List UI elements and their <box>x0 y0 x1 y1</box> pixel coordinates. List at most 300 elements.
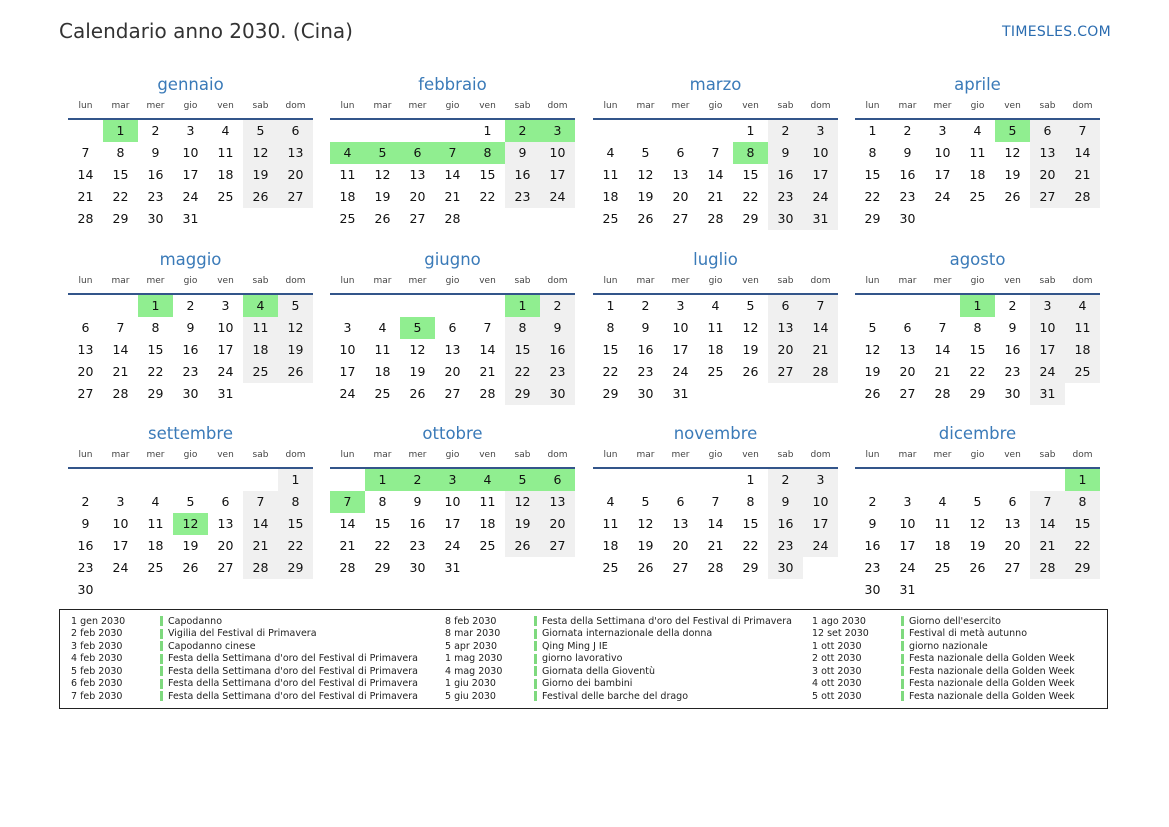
day-cell[interactable]: 21 <box>934 364 951 379</box>
day-cell[interactable]: 27 <box>217 560 234 575</box>
day-cell[interactable]: 6 <box>221 494 230 509</box>
holiday-day-cell[interactable]: 4 <box>243 295 278 317</box>
day-cell[interactable]: 18 <box>969 167 986 182</box>
day-cell[interactable]: 29 <box>602 386 619 401</box>
day-cell[interactable]: 22 <box>864 189 881 204</box>
day-cell[interactable]: 2 <box>540 295 575 317</box>
day-cell[interactable]: 29 <box>742 560 759 575</box>
day-cell[interactable]: 17 <box>182 167 199 182</box>
day-cell[interactable]: 15 <box>1065 513 1100 535</box>
day-cell[interactable]: 12 <box>505 491 540 513</box>
day-cell[interactable]: 20 <box>899 364 916 379</box>
day-cell[interactable]: 22 <box>112 189 129 204</box>
day-cell[interactable]: 25 <box>243 361 278 383</box>
day-cell[interactable]: 25 <box>339 211 356 226</box>
day-cell[interactable]: 13 <box>217 516 234 531</box>
day-cell[interactable]: 24 <box>899 560 916 575</box>
day-cell[interactable]: 6 <box>448 320 457 335</box>
day-cell[interactable]: 27 <box>409 211 426 226</box>
day-cell[interactable]: 15 <box>374 516 391 531</box>
day-cell[interactable]: 18 <box>374 364 391 379</box>
day-cell[interactable]: 18 <box>602 189 619 204</box>
day-cell[interactable]: 3 <box>803 469 838 491</box>
day-cell[interactable]: 4 <box>151 494 160 509</box>
day-cell[interactable]: 9 <box>540 317 575 339</box>
day-cell[interactable]: 5 <box>278 295 313 317</box>
day-cell[interactable]: 23 <box>505 186 540 208</box>
day-cell[interactable]: 26 <box>969 560 986 575</box>
day-cell[interactable]: 14 <box>934 342 951 357</box>
holiday-day-cell[interactable]: 5 <box>365 142 400 164</box>
day-cell[interactable]: 9 <box>868 516 877 531</box>
day-cell[interactable]: 10 <box>540 142 575 164</box>
day-cell[interactable]: 26 <box>742 364 759 379</box>
holiday-day-cell[interactable]: 5 <box>995 120 1030 142</box>
day-cell[interactable]: 12 <box>1004 145 1021 160</box>
day-cell[interactable]: 2 <box>1008 298 1017 313</box>
day-cell[interactable]: 19 <box>742 342 759 357</box>
day-cell[interactable]: 25 <box>602 211 619 226</box>
day-cell[interactable]: 16 <box>540 339 575 361</box>
day-cell[interactable]: 20 <box>672 189 689 204</box>
day-cell[interactable]: 19 <box>409 364 426 379</box>
holiday-day-cell[interactable]: 7 <box>330 491 365 513</box>
day-cell[interactable]: 30 <box>540 383 575 405</box>
day-cell[interactable]: 16 <box>505 164 540 186</box>
day-cell[interactable]: 5 <box>973 494 982 509</box>
day-cell[interactable]: 24 <box>672 364 689 379</box>
day-cell[interactable]: 29 <box>969 386 986 401</box>
day-cell[interactable]: 7 <box>81 145 90 160</box>
day-cell[interactable]: 9 <box>641 320 650 335</box>
day-cell[interactable]: 4 <box>606 494 615 509</box>
day-cell[interactable]: 31 <box>1030 383 1065 405</box>
day-cell[interactable]: 19 <box>637 189 654 204</box>
holiday-day-cell[interactable]: 8 <box>470 142 505 164</box>
day-cell[interactable]: 18 <box>479 516 496 531</box>
day-cell[interactable]: 9 <box>186 320 195 335</box>
day-cell[interactable]: 8 <box>151 320 160 335</box>
day-cell[interactable]: 12 <box>409 342 426 357</box>
day-cell[interactable]: 1 <box>868 123 877 138</box>
day-cell[interactable]: 19 <box>374 189 391 204</box>
day-cell[interactable]: 24 <box>803 186 838 208</box>
day-cell[interactable]: 17 <box>540 164 575 186</box>
day-cell[interactable]: 2 <box>868 494 877 509</box>
day-cell[interactable]: 10 <box>803 142 838 164</box>
day-cell[interactable]: 5 <box>746 298 755 313</box>
day-cell[interactable]: 25 <box>934 560 951 575</box>
holiday-day-cell[interactable]: 6 <box>400 142 435 164</box>
day-cell[interactable]: 23 <box>768 535 803 557</box>
day-cell[interactable]: 11 <box>479 494 496 509</box>
day-cell[interactable]: 2 <box>186 298 195 313</box>
day-cell[interactable]: 15 <box>479 167 496 182</box>
day-cell[interactable]: 17 <box>934 167 951 182</box>
day-cell[interactable]: 10 <box>444 494 461 509</box>
day-cell[interactable]: 29 <box>864 211 881 226</box>
day-cell[interactable]: 25 <box>374 386 391 401</box>
day-cell[interactable]: 30 <box>1004 386 1021 401</box>
holiday-day-cell[interactable]: 3 <box>540 120 575 142</box>
day-cell[interactable]: 10 <box>1030 317 1065 339</box>
day-cell[interactable]: 1 <box>278 469 313 491</box>
holiday-day-cell[interactable]: 1 <box>365 469 400 491</box>
day-cell[interactable]: 14 <box>339 516 356 531</box>
day-cell[interactable]: 4 <box>378 320 387 335</box>
day-cell[interactable]: 24 <box>444 538 461 553</box>
day-cell[interactable]: 24 <box>112 560 129 575</box>
day-cell[interactable]: 24 <box>803 535 838 557</box>
day-cell[interactable]: 13 <box>1004 516 1021 531</box>
day-cell[interactable]: 23 <box>864 560 881 575</box>
day-cell[interactable]: 10 <box>803 491 838 513</box>
day-cell[interactable]: 2 <box>768 469 803 491</box>
day-cell[interactable]: 24 <box>934 189 951 204</box>
day-cell[interactable]: 16 <box>77 538 94 553</box>
day-cell[interactable]: 13 <box>409 167 426 182</box>
day-cell[interactable]: 3 <box>938 123 947 138</box>
day-cell[interactable]: 17 <box>1030 339 1065 361</box>
day-cell[interactable]: 26 <box>409 386 426 401</box>
day-cell[interactable]: 6 <box>1030 120 1065 142</box>
day-cell[interactable]: 1 <box>746 123 755 138</box>
day-cell[interactable]: 8 <box>505 317 540 339</box>
day-cell[interactable]: 24 <box>339 386 356 401</box>
day-cell[interactable]: 23 <box>899 189 916 204</box>
day-cell[interactable]: 17 <box>339 364 356 379</box>
day-cell[interactable]: 15 <box>147 342 164 357</box>
day-cell[interactable]: 26 <box>243 186 278 208</box>
day-cell[interactable]: 14 <box>243 513 278 535</box>
day-cell[interactable]: 22 <box>479 189 496 204</box>
day-cell[interactable]: 23 <box>637 364 654 379</box>
day-cell[interactable]: 10 <box>934 145 951 160</box>
day-cell[interactable]: 21 <box>339 538 356 553</box>
day-cell[interactable]: 20 <box>77 364 94 379</box>
day-cell[interactable]: 3 <box>903 494 912 509</box>
day-cell[interactable]: 31 <box>803 208 838 230</box>
day-cell[interactable]: 4 <box>711 298 720 313</box>
day-cell[interactable]: 13 <box>672 167 689 182</box>
day-cell[interactable]: 23 <box>77 560 94 575</box>
day-cell[interactable]: 22 <box>278 535 313 557</box>
day-cell[interactable]: 7 <box>116 320 125 335</box>
day-cell[interactable]: 19 <box>637 538 654 553</box>
day-cell[interactable]: 16 <box>182 342 199 357</box>
day-cell[interactable]: 11 <box>147 516 164 531</box>
day-cell[interactable]: 2 <box>641 298 650 313</box>
day-cell[interactable]: 3 <box>1030 295 1065 317</box>
day-cell[interactable]: 17 <box>112 538 129 553</box>
day-cell[interactable]: 28 <box>339 560 356 575</box>
day-cell[interactable]: 19 <box>278 339 313 361</box>
holiday-day-cell[interactable]: 1 <box>960 295 995 317</box>
day-cell[interactable]: 6 <box>676 145 685 160</box>
day-cell[interactable]: 4 <box>221 123 230 138</box>
day-cell[interactable]: 31 <box>672 386 689 401</box>
day-cell[interactable]: 27 <box>77 386 94 401</box>
day-cell[interactable]: 22 <box>969 364 986 379</box>
day-cell[interactable]: 10 <box>672 320 689 335</box>
day-cell[interactable]: 3 <box>186 123 195 138</box>
day-cell[interactable]: 24 <box>1030 361 1065 383</box>
day-cell[interactable]: 25 <box>1065 361 1100 383</box>
day-cell[interactable]: 21 <box>112 364 129 379</box>
day-cell[interactable]: 13 <box>899 342 916 357</box>
day-cell[interactable]: 9 <box>1008 320 1017 335</box>
day-cell[interactable]: 8 <box>378 494 387 509</box>
holiday-day-cell[interactable]: 7 <box>435 142 470 164</box>
day-cell[interactable]: 15 <box>505 339 540 361</box>
day-cell[interactable]: 30 <box>77 582 94 597</box>
day-cell[interactable]: 30 <box>182 386 199 401</box>
day-cell[interactable]: 15 <box>112 167 129 182</box>
day-cell[interactable]: 13 <box>540 491 575 513</box>
day-cell[interactable]: 3 <box>343 320 352 335</box>
day-cell[interactable]: 20 <box>444 364 461 379</box>
day-cell[interactable]: 10 <box>339 342 356 357</box>
day-cell[interactable]: 16 <box>768 513 803 535</box>
day-cell[interactable]: 31 <box>899 582 916 597</box>
day-cell[interactable]: 12 <box>969 516 986 531</box>
day-cell[interactable]: 19 <box>182 538 199 553</box>
day-cell[interactable]: 26 <box>637 560 654 575</box>
day-cell[interactable]: 25 <box>479 538 496 553</box>
day-cell[interactable]: 19 <box>864 364 881 379</box>
day-cell[interactable]: 8 <box>278 491 313 513</box>
day-cell[interactable]: 12 <box>374 167 391 182</box>
day-cell[interactable]: 16 <box>864 538 881 553</box>
day-cell[interactable]: 26 <box>182 560 199 575</box>
day-cell[interactable]: 21 <box>707 189 724 204</box>
day-cell[interactable]: 18 <box>707 342 724 357</box>
holiday-day-cell[interactable]: 1 <box>138 295 173 317</box>
day-cell[interactable]: 20 <box>217 538 234 553</box>
brand-link[interactable]: TIMESLES.COM <box>1002 24 1111 40</box>
day-cell[interactable]: 29 <box>742 211 759 226</box>
day-cell[interactable]: 12 <box>278 317 313 339</box>
day-cell[interactable]: 3 <box>803 120 838 142</box>
day-cell[interactable]: 31 <box>182 211 199 226</box>
day-cell[interactable]: 14 <box>1065 142 1100 164</box>
day-cell[interactable]: 3 <box>676 298 685 313</box>
day-cell[interactable]: 6 <box>676 494 685 509</box>
day-cell[interactable]: 18 <box>217 167 234 182</box>
day-cell[interactable]: 23 <box>540 361 575 383</box>
day-cell[interactable]: 27 <box>444 386 461 401</box>
day-cell[interactable]: 26 <box>505 535 540 557</box>
day-cell[interactable]: 25 <box>969 189 986 204</box>
day-cell[interactable]: 14 <box>1030 513 1065 535</box>
day-cell[interactable]: 28 <box>707 211 724 226</box>
day-cell[interactable]: 19 <box>505 513 540 535</box>
day-cell[interactable]: 8 <box>1065 491 1100 513</box>
day-cell[interactable]: 17 <box>803 513 838 535</box>
day-cell[interactable]: 9 <box>903 145 912 160</box>
day-cell[interactable]: 28 <box>444 211 461 226</box>
holiday-day-cell[interactable]: 5 <box>400 317 435 339</box>
day-cell[interactable]: 21 <box>444 189 461 204</box>
day-cell[interactable]: 17 <box>444 516 461 531</box>
day-cell[interactable]: 7 <box>243 491 278 513</box>
day-cell[interactable]: 5 <box>641 494 650 509</box>
day-cell[interactable]: 2 <box>768 120 803 142</box>
day-cell[interactable]: 12 <box>742 320 759 335</box>
day-cell[interactable]: 10 <box>182 145 199 160</box>
day-cell[interactable]: 9 <box>768 142 803 164</box>
day-cell[interactable]: 22 <box>374 538 391 553</box>
day-cell[interactable]: 19 <box>1004 167 1021 182</box>
day-cell[interactable]: 26 <box>1004 189 1021 204</box>
day-cell[interactable]: 28 <box>1065 186 1100 208</box>
day-cell[interactable]: 11 <box>969 145 986 160</box>
day-cell[interactable]: 20 <box>409 189 426 204</box>
day-cell[interactable]: 5 <box>186 494 195 509</box>
day-cell[interactable]: 8 <box>606 320 615 335</box>
day-cell[interactable]: 21 <box>479 364 496 379</box>
day-cell[interactable]: 27 <box>899 386 916 401</box>
day-cell[interactable]: 18 <box>339 189 356 204</box>
day-cell[interactable]: 26 <box>864 386 881 401</box>
day-cell[interactable]: 14 <box>444 167 461 182</box>
day-cell[interactable]: 24 <box>217 364 234 379</box>
day-cell[interactable]: 12 <box>243 142 278 164</box>
day-cell[interactable]: 4 <box>606 145 615 160</box>
day-cell[interactable]: 27 <box>540 535 575 557</box>
day-cell[interactable]: 28 <box>803 361 838 383</box>
day-cell[interactable]: 12 <box>864 342 881 357</box>
holiday-day-cell[interactable]: 1 <box>505 295 540 317</box>
day-cell[interactable]: 19 <box>969 538 986 553</box>
day-cell[interactable]: 14 <box>803 317 838 339</box>
day-cell[interactable]: 31 <box>444 560 461 575</box>
day-cell[interactable]: 9 <box>768 491 803 513</box>
day-cell[interactable]: 25 <box>602 560 619 575</box>
day-cell[interactable]: 4 <box>938 494 947 509</box>
day-cell[interactable]: 11 <box>374 342 391 357</box>
day-cell[interactable]: 23 <box>409 538 426 553</box>
day-cell[interactable]: 4 <box>1065 295 1100 317</box>
day-cell[interactable]: 17 <box>672 342 689 357</box>
day-cell[interactable]: 22 <box>742 538 759 553</box>
day-cell[interactable]: 11 <box>602 167 619 182</box>
day-cell[interactable]: 16 <box>768 164 803 186</box>
day-cell[interactable]: 11 <box>602 516 619 531</box>
day-cell[interactable]: 21 <box>803 339 838 361</box>
day-cell[interactable]: 15 <box>602 342 619 357</box>
day-cell[interactable]: 28 <box>934 386 951 401</box>
day-cell[interactable]: 21 <box>1065 164 1100 186</box>
day-cell[interactable]: 26 <box>374 211 391 226</box>
day-cell[interactable]: 25 <box>147 560 164 575</box>
day-cell[interactable]: 23 <box>147 189 164 204</box>
day-cell[interactable]: 19 <box>243 164 278 186</box>
day-cell[interactable]: 7 <box>1030 491 1065 513</box>
day-cell[interactable]: 12 <box>637 167 654 182</box>
day-cell[interactable]: 18 <box>602 538 619 553</box>
day-cell[interactable]: 9 <box>413 494 422 509</box>
day-cell[interactable]: 7 <box>938 320 947 335</box>
day-cell[interactable]: 15 <box>742 167 759 182</box>
day-cell[interactable]: 13 <box>278 142 313 164</box>
day-cell[interactable]: 31 <box>217 386 234 401</box>
day-cell[interactable]: 10 <box>112 516 129 531</box>
day-cell[interactable]: 5 <box>641 145 650 160</box>
day-cell[interactable]: 20 <box>1030 164 1065 186</box>
day-cell[interactable]: 6 <box>1008 494 1017 509</box>
day-cell[interactable]: 16 <box>1004 342 1021 357</box>
day-cell[interactable]: 30 <box>768 557 803 579</box>
day-cell[interactable]: 13 <box>444 342 461 357</box>
day-cell[interactable]: 14 <box>77 167 94 182</box>
day-cell[interactable]: 11 <box>217 145 234 160</box>
day-cell[interactable]: 27 <box>278 186 313 208</box>
day-cell[interactable]: 15 <box>742 516 759 531</box>
day-cell[interactable]: 18 <box>147 538 164 553</box>
day-cell[interactable]: 22 <box>1065 535 1100 557</box>
day-cell[interactable]: 10 <box>899 516 916 531</box>
day-cell[interactable]: 8 <box>746 494 755 509</box>
day-cell[interactable]: 13 <box>77 342 94 357</box>
day-cell[interactable]: 18 <box>1065 339 1100 361</box>
day-cell[interactable]: 11 <box>339 167 356 182</box>
day-cell[interactable]: 22 <box>147 364 164 379</box>
day-cell[interactable]: 22 <box>602 364 619 379</box>
day-cell[interactable]: 29 <box>374 560 391 575</box>
day-cell[interactable]: 1 <box>483 123 492 138</box>
day-cell[interactable]: 23 <box>768 186 803 208</box>
day-cell[interactable]: 30 <box>637 386 654 401</box>
day-cell[interactable]: 4 <box>973 123 982 138</box>
day-cell[interactable]: 17 <box>899 538 916 553</box>
day-cell[interactable]: 24 <box>540 186 575 208</box>
day-cell[interactable]: 9 <box>151 145 160 160</box>
day-cell[interactable]: 27 <box>1030 186 1065 208</box>
day-cell[interactable]: 27 <box>768 361 803 383</box>
day-cell[interactable]: 28 <box>112 386 129 401</box>
day-cell[interactable]: 20 <box>1004 538 1021 553</box>
day-cell[interactable]: 29 <box>278 557 313 579</box>
day-cell[interactable]: 5 <box>868 320 877 335</box>
day-cell[interactable]: 6 <box>278 120 313 142</box>
day-cell[interactable]: 15 <box>864 167 881 182</box>
day-cell[interactable]: 12 <box>637 516 654 531</box>
day-cell[interactable]: 1 <box>746 472 755 487</box>
day-cell[interactable]: 29 <box>505 383 540 405</box>
holiday-day-cell[interactable]: 4 <box>470 469 505 491</box>
day-cell[interactable]: 2 <box>81 494 90 509</box>
day-cell[interactable]: 14 <box>112 342 129 357</box>
day-cell[interactable]: 28 <box>243 557 278 579</box>
day-cell[interactable]: 21 <box>707 538 724 553</box>
day-cell[interactable]: 22 <box>505 361 540 383</box>
day-cell[interactable]: 30 <box>864 582 881 597</box>
day-cell[interactable]: 18 <box>934 538 951 553</box>
day-cell[interactable]: 14 <box>707 167 724 182</box>
day-cell[interactable]: 23 <box>182 364 199 379</box>
day-cell[interactable]: 20 <box>540 513 575 535</box>
day-cell[interactable]: 7 <box>711 145 720 160</box>
day-cell[interactable]: 9 <box>505 142 540 164</box>
day-cell[interactable]: 2 <box>151 123 160 138</box>
day-cell[interactable]: 15 <box>969 342 986 357</box>
day-cell[interactable]: 24 <box>182 189 199 204</box>
holiday-day-cell[interactable]: 6 <box>540 469 575 491</box>
day-cell[interactable]: 27 <box>672 211 689 226</box>
day-cell[interactable]: 2 <box>903 123 912 138</box>
day-cell[interactable]: 6 <box>81 320 90 335</box>
